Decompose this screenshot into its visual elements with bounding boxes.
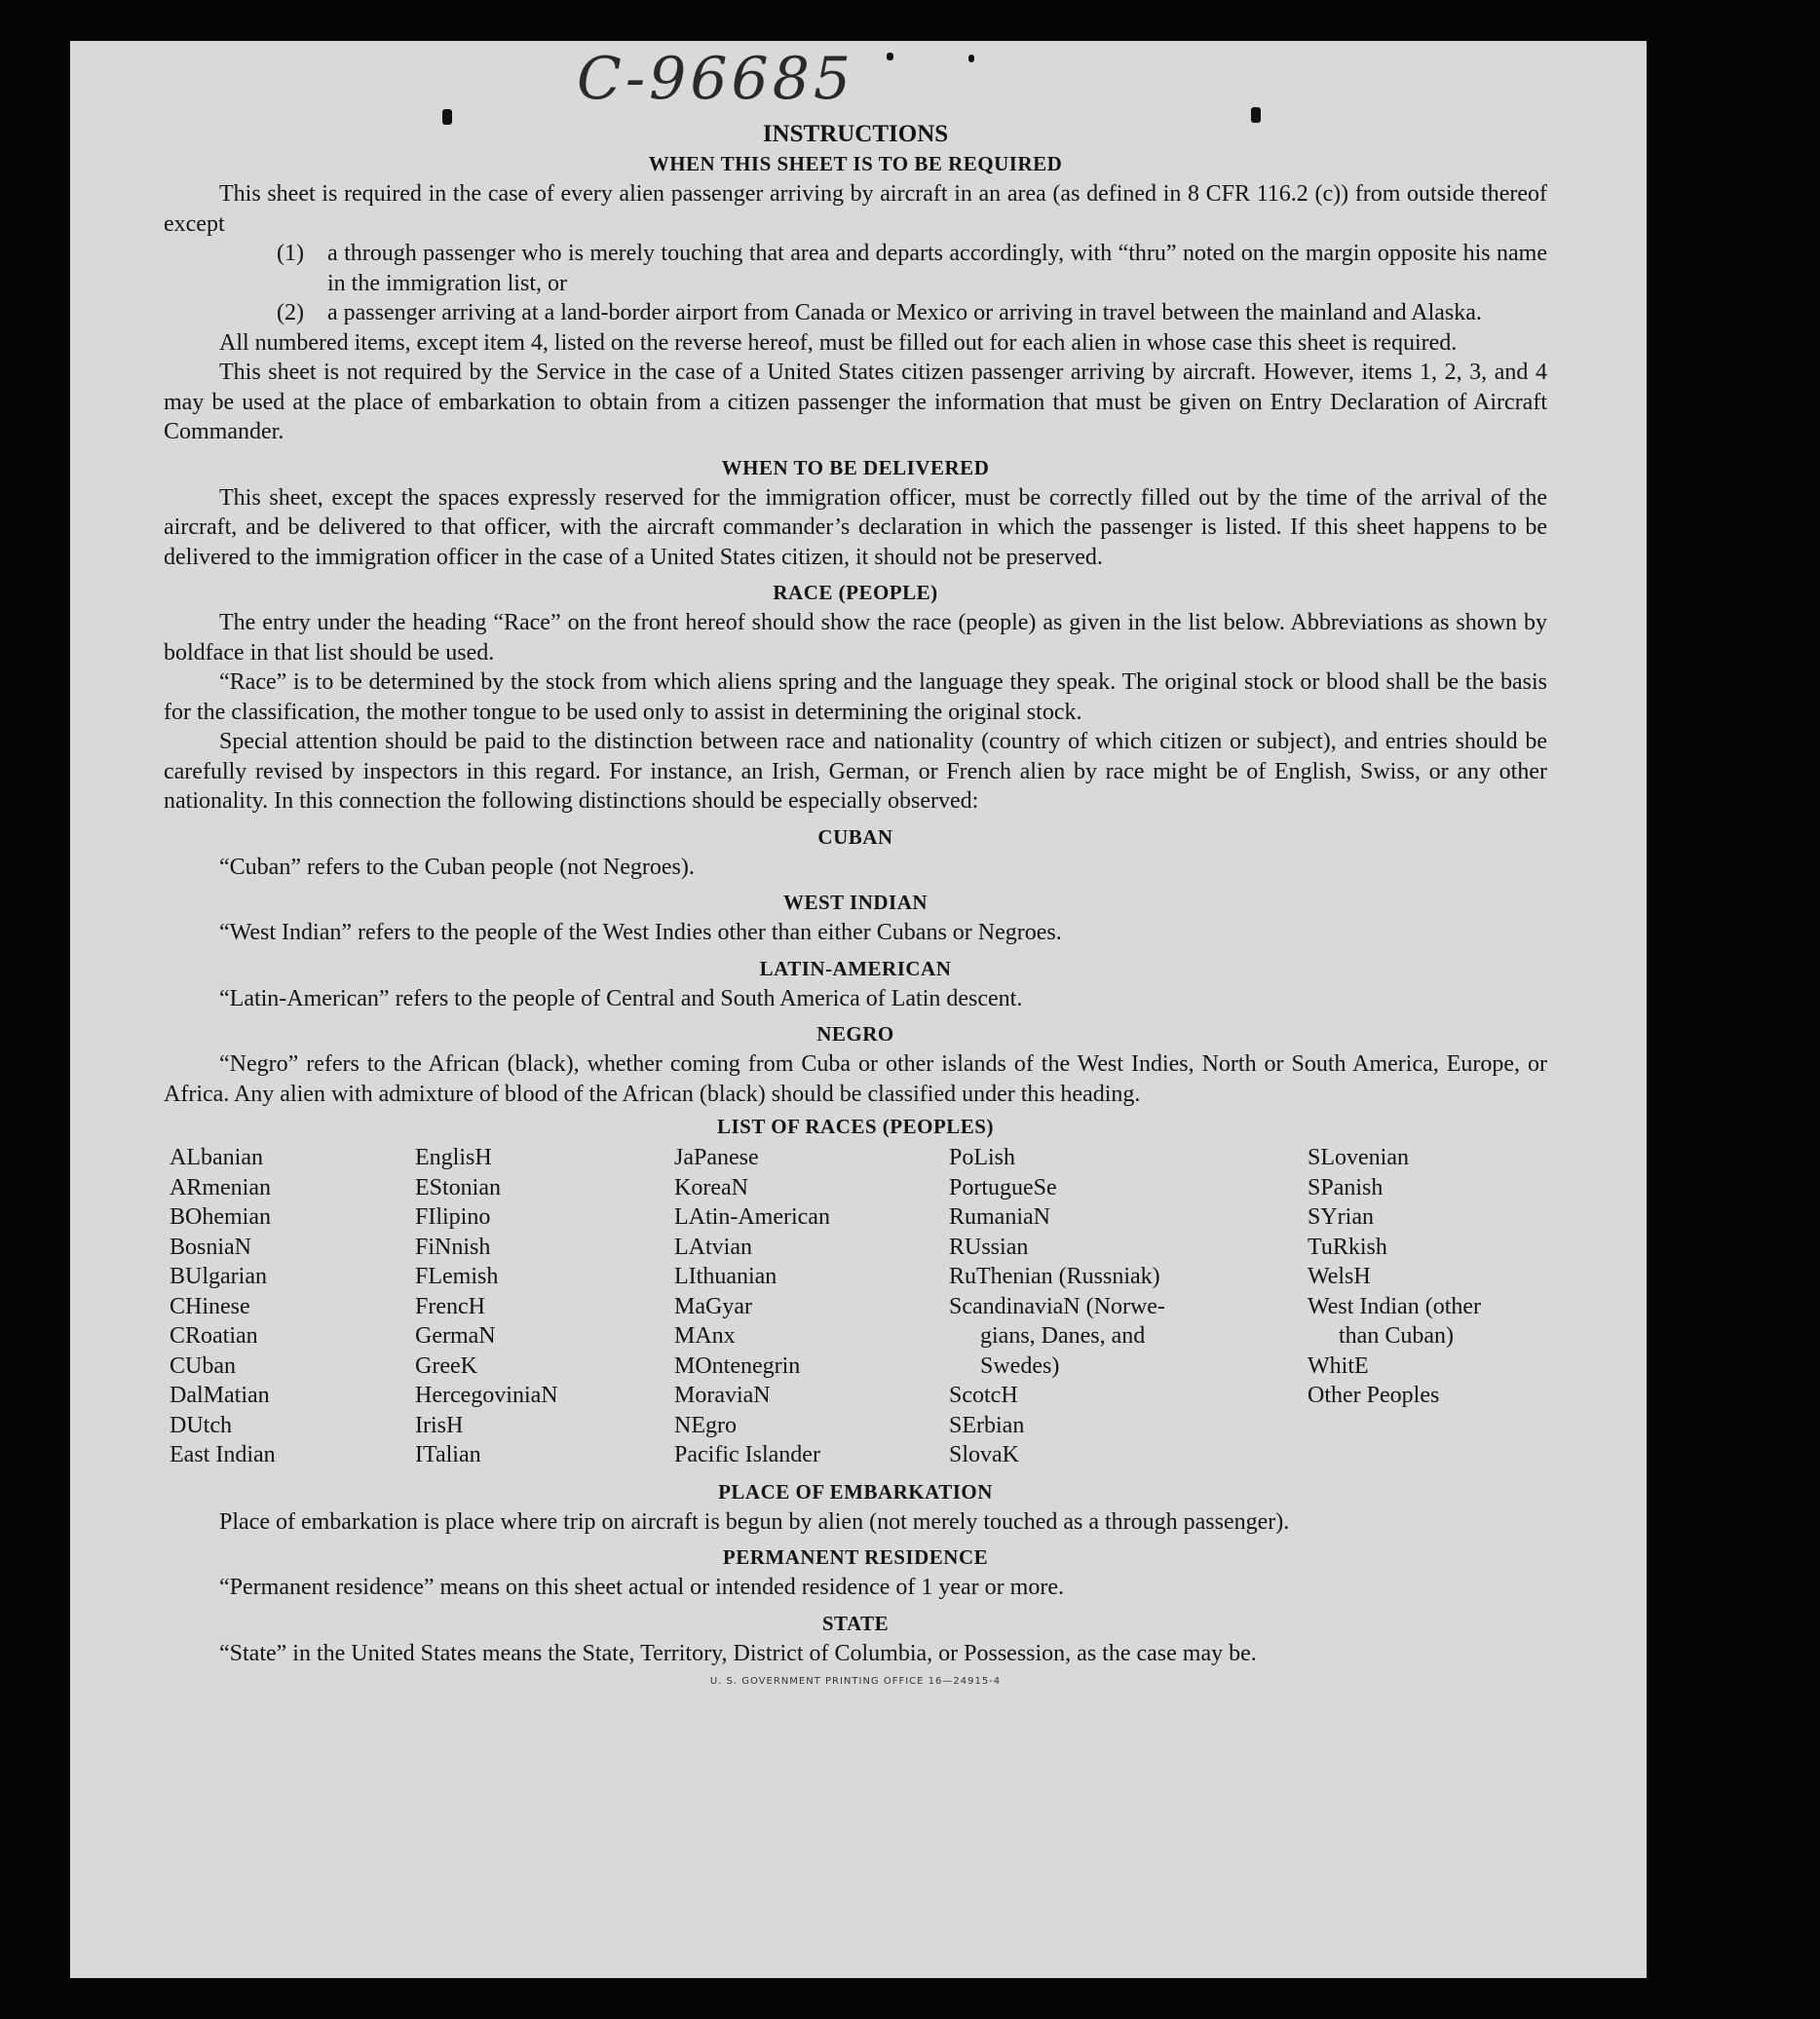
list-item: LIthuanian (674, 1264, 777, 1289)
list-item: East Indian (170, 1442, 276, 1467)
paragraph: “Cuban” refers to the Cuban people (not Negroes). (219, 854, 695, 880)
races-column-3 (674, 1143, 949, 1470)
handwritten-note: C-96685 (577, 45, 855, 113)
list-item: IrisH (415, 1412, 464, 1438)
list-item: WhitE (1308, 1352, 1369, 1379)
list-item: RumaniaN (949, 1204, 1050, 1230)
printer-footer: U. S. GOVERNMENT PRINTING OFFICE 16—24915-4 (709, 1676, 1002, 1687)
section-heading-latin-american: LATIN-AMERICAN (759, 956, 952, 980)
list-item: West Indian (other than Cuban) (1308, 1293, 1482, 1349)
paragraph: The entry under the heading “Race” on the front hereof should show the race (people) as given in the list below. Abbreviations as shown by boldface in that list should be used. (164, 610, 1547, 666)
exception-item (277, 298, 1547, 328)
list-item: DalMatian (170, 1383, 270, 1408)
list-item: ITalian (415, 1442, 481, 1467)
list-item: NEgro (674, 1412, 737, 1438)
section-heading-list: LIST OF RACES (PEOPLES) (717, 1115, 994, 1138)
exception-item (277, 239, 1547, 298)
list-item: JaPanese (674, 1145, 759, 1170)
section-heading-state: STATE (821, 1611, 890, 1635)
list-item: SYrian (1308, 1204, 1374, 1230)
item-text: a through passenger who is merely touching that area and departs accordingly, with “thru” noted on the margin opposite his name in the immigration list, or (327, 241, 1547, 296)
section-heading-residence: PERMANENT RESIDENCE (722, 1545, 989, 1569)
paragraph: “Permanent residence” means on this sheet actual or intended residence of 1 year or more. (219, 1575, 1064, 1600)
list-item: Other Peoples (1308, 1383, 1440, 1408)
list-item: SLovenian (1308, 1145, 1409, 1170)
list-item: BOhemian (170, 1204, 271, 1230)
page-title: INSTRUCTIONS (762, 121, 949, 147)
list-item: ScotcH (949, 1383, 1018, 1408)
section-heading-cuban: CUBAN (817, 824, 893, 849)
list-item: FiNnish (415, 1234, 491, 1260)
paragraph: This sheet, except the spaces expressly reserved for the immigration officer, must be correctly filled out by the time of the arrival of the aircraft, and be delivered to that officer, with the aircraft commander’s declaration in which the passenger is listed. If this sheet happens to be delivered to the immigration officer in the case of a United States citizen, it should not be preserved. (164, 484, 1547, 570)
races-column-5 (1308, 1143, 1553, 1470)
list-item: KoreaN (674, 1174, 748, 1200)
paragraph: This sheet is required in the case of every alien passenger arriving by aircraft in an area (as defined in 8 CFR 116.2 (c)) from outside thereof except (164, 181, 1547, 237)
list-item: SErbian (949, 1412, 1025, 1438)
list-item: ScandinaviaN (Norwe- gians, Danes, and Swedes) (949, 1293, 1165, 1379)
list-item: LAtin-American (674, 1204, 830, 1230)
list-item: HercegoviniaN (415, 1383, 558, 1408)
list-item: BosniaN (170, 1234, 251, 1260)
list-item: Pacific Islander (674, 1442, 820, 1467)
section-heading-required: WHEN THIS SHEET IS TO BE REQUIRED (648, 152, 1063, 175)
list-item: PoLish (949, 1145, 1016, 1170)
list-item: SPanish (1308, 1174, 1384, 1200)
punch-mark-top-1 (887, 53, 893, 60)
list-item: GermaN (415, 1323, 496, 1349)
section-heading-west-indian: WEST INDIAN (782, 891, 929, 914)
list-item: DUtch (170, 1412, 232, 1438)
races-list (170, 1143, 1553, 1470)
item-number: (2) (277, 300, 304, 325)
item-text: a passenger arriving at a land-border airport from Canada or Mexico or arriving in travel between the mainland and Alaska. (327, 300, 1482, 325)
list-item: TuRkish (1308, 1234, 1387, 1260)
section-heading-negro: NEGRO (816, 1022, 894, 1046)
list-item: LAtvian (674, 1234, 752, 1260)
list-item: FIlipino (415, 1204, 491, 1230)
section-heading-delivered: WHEN TO BE DELIVERED (721, 455, 990, 479)
paragraph: This sheet is not required by the Service in the case of a United States citizen passenger arriving by aircraft. However, items 1, 2, 3, and 4 may be used at the place of embarkation to obtain from a citizen passenger the information that must be given on Entry Declaration of Aircraft Commander. (164, 360, 1547, 444)
paragraph: “Race” is to be determined by the stock from which aliens spring and the language they speak. The original stock or blood shall be the basis for the classification, the mother tongue to be used only to assist in determining the original stock. (164, 669, 1547, 725)
list-item: WelsH (1308, 1264, 1371, 1289)
list-item: ARmenian (170, 1174, 271, 1200)
races-column-4 (949, 1143, 1308, 1470)
list-item: ALbanian (170, 1145, 263, 1170)
races-column-1 (170, 1143, 415, 1470)
list-item: MoraviaN (674, 1383, 771, 1408)
paragraph: “West Indian” refers to the people of the West Indies other than either Cubans or Negroes. (219, 920, 1062, 945)
instructions-content (164, 121, 1547, 1687)
list-item: CRoatian (170, 1323, 258, 1349)
list-item: SlovaK (949, 1442, 1019, 1467)
list-item: BUlgarian (170, 1264, 267, 1289)
item-number: (1) (277, 241, 304, 266)
paragraph: “Negro” refers to the African (black), whether coming from Cuba or other islands of the West Indies, North or South America, Europe, or Africa. Any alien with admixture of blood of the African (black) should be classified under this heading. (164, 1051, 1547, 1107)
list-item: CHinese (170, 1293, 250, 1319)
races-column-2 (415, 1143, 674, 1470)
list-item: FLemish (415, 1264, 499, 1289)
list-item: EStonian (415, 1174, 501, 1200)
list-item: RUssian (949, 1234, 1029, 1260)
paragraph: Place of embarkation is place where trip on aircraft is begun by alien (not merely touched as a through passenger). (219, 1508, 1290, 1535)
list-item: GreeK (415, 1352, 477, 1379)
paragraph: Special attention should be paid to the distinction between race and nationality (country of which citizen or subject), and entries should be carefully revised by inspectors in this regard. For instance, an Irish, German, or French alien by race might be of English, Swiss, or any other nationality. In this connection the following distinctions should be especially observed: (164, 729, 1547, 814)
punch-mark-top-2 (968, 55, 974, 62)
document-sheet (70, 41, 1647, 1978)
list-item: EnglisH (415, 1145, 492, 1170)
list-item: PortugueSe (949, 1174, 1057, 1200)
paragraph: All numbered items, except item 4, listed on the reverse hereof, must be filled out for each alien in whose case this sheet is required. (219, 329, 1458, 356)
list-item: MaGyar (674, 1293, 752, 1319)
section-heading-embarkation: PLACE OF EMBARKATION (718, 1479, 993, 1504)
paragraph: “State” in the United States means the State, Territory, District of Columbia, or Possession, as the case may be. (219, 1640, 1257, 1666)
list-item: FrencH (415, 1293, 485, 1319)
list-item: MOntenegrin (674, 1352, 801, 1379)
paragraph: “Latin-American” refers to the people of Central and South America of Latin descent. (219, 985, 1023, 1011)
list-item: RuThenian (Russniak) (949, 1264, 1160, 1289)
list-item: MAnx (674, 1323, 736, 1349)
section-heading-race: RACE (PEOPLE) (773, 581, 938, 604)
list-item: CUban (170, 1352, 236, 1379)
